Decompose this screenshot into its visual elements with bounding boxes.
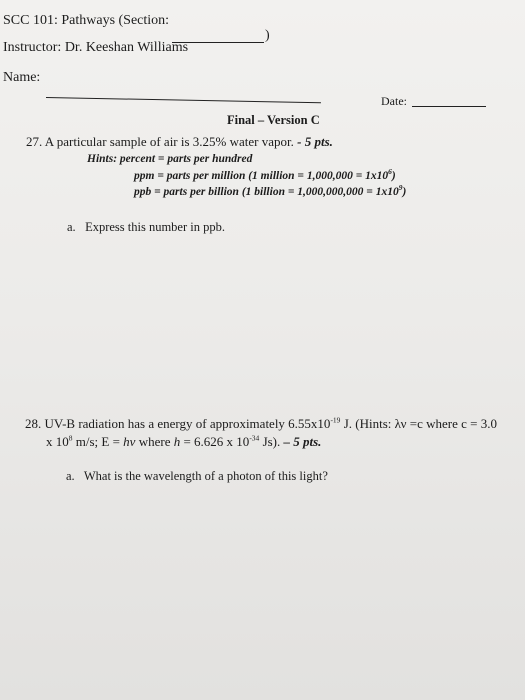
course-close-paren: )	[265, 28, 270, 43]
question-28-text-e: Js).	[259, 434, 281, 449]
question-28-text-c: m/s; E =	[72, 434, 124, 449]
question-28-line-1	[25, 416, 497, 432]
question-27-points: - 5 pts.	[297, 134, 333, 149]
question-27	[26, 134, 333, 150]
hint-line-2: ppm = parts per million (1 million = $1,000,000 = 1x10^6$)	[134, 167, 396, 182]
course-label: SCC 101: Pathways (Section:	[3, 13, 170, 28]
energy-exponent: -19	[330, 415, 341, 425]
hint-line-3: ppb = parts per billion (1 billion = $1,000,000,000 = 1x10^9$)	[134, 183, 407, 198]
question-28-text-b: J. (Hints: λν =c where c = 3.0	[340, 416, 498, 431]
question-28-points: – 5 pts.	[283, 434, 322, 449]
name-blank-line	[46, 97, 321, 103]
part-a-letter: a.	[67, 220, 76, 234]
speed-exponent: 8	[68, 433, 73, 443]
speed-of-light-a: x 10	[46, 434, 69, 449]
question-27-text: A particular sample of air is 3.25% water vapor.	[44, 134, 294, 149]
question-28-line-2	[46, 434, 321, 450]
hint-ppb: ppb = parts per billion (1 billion = 1,000,000,000 = 1x10	[134, 186, 399, 198]
hint-ppm-exponent: 6	[388, 167, 392, 177]
planck-value: = 6.626 x 10	[180, 434, 250, 449]
planck-symbol: h	[173, 434, 181, 449]
formula-hv: hν	[123, 434, 136, 449]
question-28-text-d: where	[135, 434, 174, 449]
hint-percent: percent = parts per hundred	[119, 153, 253, 165]
question-28-number: 28.	[25, 416, 42, 431]
exam-title: Final – Version C	[227, 113, 320, 127]
question-28-part-a	[66, 469, 328, 484]
name-label: Name:	[3, 70, 41, 85]
part-a-letter: a.	[66, 469, 75, 483]
instructor-line: Instructor: Dr. Keeshan Williams	[3, 40, 189, 55]
part-a-text: Express this number in ppb.	[85, 220, 225, 234]
date-blank-line	[412, 106, 486, 107]
hint-ppb-exponent: 9	[398, 183, 403, 193]
question-27-part-a	[67, 220, 225, 235]
planck-exponent: -34	[249, 433, 260, 443]
question-28-text-a: UV-B radiation has a energy of approximately 6.55x10	[44, 416, 331, 431]
hint-ppm: ppm = parts per million (1 million = 1,000,000 = 1x10	[134, 170, 389, 182]
hints-label: Hints:	[87, 153, 118, 165]
part-a-text: What is the wavelength of a photon of this light?	[83, 469, 328, 483]
question-27-number: 27.	[26, 134, 43, 149]
date-label: Date:	[381, 94, 407, 108]
hint-line-1	[87, 153, 252, 165]
